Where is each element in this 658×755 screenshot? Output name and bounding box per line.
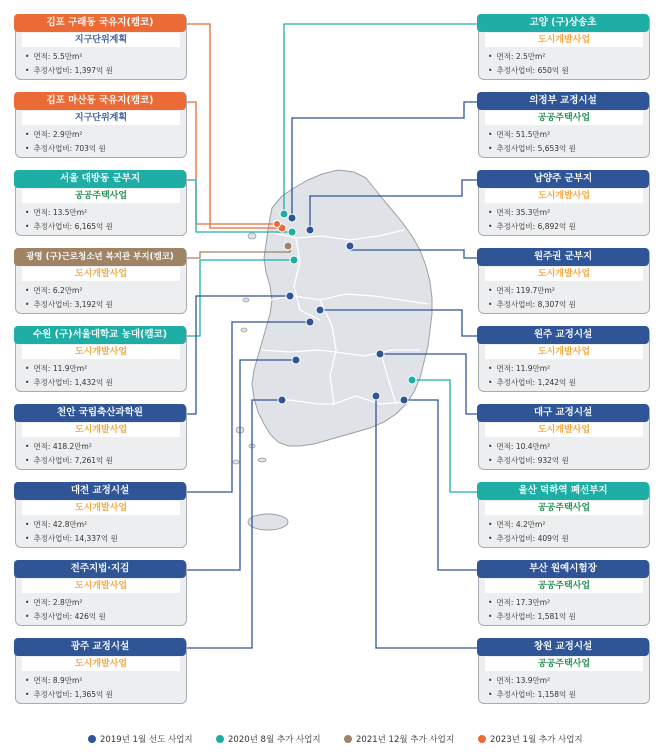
card-cost: • 추정사업비: 426억 원 <box>25 611 106 622</box>
legend-label: 2019년 1월 선도 사업지 <box>100 735 193 745</box>
card-project-type: 도시개발사업 <box>485 267 643 281</box>
card-area: • 면적: 13.9만m² <box>488 675 550 686</box>
legend-item-2023 <box>478 733 583 745</box>
dot-wonju-military <box>346 242 354 250</box>
card-area: • 면적: 11.9만m² <box>488 363 550 374</box>
card-cost: • 추정사업비: 650억 원 <box>488 65 569 76</box>
card-title: 대전 교정시설 <box>14 482 186 500</box>
card-cost: • 추정사업비: 1,365억 원 <box>25 689 113 700</box>
card-project-type: 공공주택사업 <box>485 111 643 125</box>
legend-label: 2020년 8월 추가 사업지 <box>228 735 321 745</box>
dot-changwon <box>372 392 380 400</box>
card-title: 부산 원예시험장 <box>477 560 649 578</box>
site-card-busan <box>478 560 650 626</box>
legend-dot-icon <box>478 735 486 743</box>
card-project-type: 도시개발사업 <box>22 267 180 281</box>
card-title: 고양 (구)상송초 <box>477 14 649 32</box>
card-area: • 면적: 10.4만m² <box>488 441 550 452</box>
card-project-type: 공공주택사업 <box>485 579 643 593</box>
site-card-changwon <box>478 638 650 704</box>
card-cost: • 추정사업비: 6,892억 원 <box>488 221 576 232</box>
card-project-type: 지구단위계획 <box>22 111 180 125</box>
legend-label: 2023년 1월 추가 사업지 <box>490 735 583 745</box>
legend-item-2021 <box>344 733 454 745</box>
card-project-type: 공공주택사업 <box>22 189 180 203</box>
site-card-namyangju <box>478 170 650 236</box>
dot-gwangju <box>278 396 286 404</box>
card-area: • 면적: 8.9만m² <box>25 675 82 686</box>
site-card-seoul-daebang <box>15 170 187 236</box>
dot-suwon <box>290 256 298 264</box>
card-project-type: 도시개발사업 <box>485 33 643 47</box>
connector-ulsan <box>412 380 478 492</box>
card-cost: • 추정사업비: 3,192억 원 <box>25 299 113 310</box>
card-project-type: 도시개발사업 <box>22 345 180 359</box>
card-title: 울산 덕하역 폐선부지 <box>477 482 649 500</box>
dot-gwangmyeong <box>284 242 292 250</box>
site-card-daejeon <box>15 482 187 548</box>
card-cost: • 추정사업비: 8,307억 원 <box>488 299 576 310</box>
site-card-gwangju <box>15 638 187 704</box>
card-cost: • 추정사업비: 5,653억 원 <box>488 143 576 154</box>
card-area: • 면적: 11.9만m² <box>25 363 87 374</box>
card-area: • 면적: 2.8만m² <box>25 597 82 608</box>
card-cost: • 추정사업비: 14,337억 원 <box>25 533 118 544</box>
card-area: • 면적: 2.9만m² <box>25 129 82 140</box>
card-title: 원주권 군부지 <box>477 248 649 266</box>
card-cost: • 추정사업비: 1,432억 원 <box>25 377 113 388</box>
site-card-ulsan <box>478 482 650 548</box>
card-cost: • 추정사업비: 7,261억 원 <box>25 455 113 466</box>
card-area: • 면적: 5.5만m² <box>25 51 82 62</box>
card-cost: • 추정사업비: 703억 원 <box>25 143 106 154</box>
card-title: 광주 교정시설 <box>14 638 186 656</box>
site-card-suwon <box>15 326 187 392</box>
card-area: • 면적: 42.8만m² <box>25 519 87 530</box>
legend-item-2019 <box>88 733 193 745</box>
site-card-gwangmyeong <box>15 248 187 314</box>
card-area: • 면적: 119.7만m² <box>488 285 555 296</box>
card-project-type: 도시개발사업 <box>485 423 643 437</box>
card-project-type: 도시개발사업 <box>22 657 180 671</box>
card-area: • 면적: 17.3만m² <box>488 597 550 608</box>
card-area: • 면적: 4.2만m² <box>488 519 545 530</box>
card-cost: • 추정사업비: 1,158억 원 <box>488 689 576 700</box>
korea-mainland-map <box>252 170 432 446</box>
card-project-type: 도시개발사업 <box>485 345 643 359</box>
connector-gimpo-gurae <box>187 24 282 228</box>
dot-uijeongbu <box>288 214 296 222</box>
legend-dot-icon <box>216 735 224 743</box>
site-card-uijeongbu <box>478 92 650 158</box>
site-card-gimpo-gurae <box>15 14 187 80</box>
site-card-jeonju <box>15 560 187 626</box>
card-title: 원주 교정시설 <box>477 326 649 344</box>
card-area: • 면적: 51.5만m² <box>488 129 550 140</box>
connector-busan <box>404 400 478 570</box>
dot-daegu <box>376 350 384 358</box>
card-title: 남양주 군부지 <box>477 170 649 188</box>
card-project-type: 공공주택사업 <box>485 501 643 515</box>
site-card-cheonan <box>15 404 187 470</box>
card-project-type: 도시개발사업 <box>22 501 180 515</box>
card-title: 김포 마산동 국유지(캠코) <box>14 92 186 110</box>
dot-jeonju <box>292 356 300 364</box>
dot-busan <box>400 396 408 404</box>
card-title: 전주지법·지검 <box>14 560 186 578</box>
dot-cheonan <box>286 292 294 300</box>
connector-changwon <box>376 396 478 648</box>
card-title: 광명 (구)근로청소년 복지관 부지(캠코) <box>14 248 186 266</box>
card-project-type: 공공주택사업 <box>485 657 643 671</box>
legend <box>0 733 658 749</box>
card-title: 대구 교정시설 <box>477 404 649 422</box>
card-title: 김포 구래동 국유지(캠코) <box>14 14 186 32</box>
card-area: • 면적: 13.5만m² <box>25 207 87 218</box>
card-cost: • 추정사업비: 932억 원 <box>488 455 569 466</box>
card-title: 천안 국립축산과학원 <box>14 404 186 422</box>
dot-namyangju <box>306 226 314 234</box>
site-card-goyang <box>478 14 650 80</box>
dot-ulsan <box>408 376 416 384</box>
card-cost: • 추정사업비: 6,165억 원 <box>25 221 113 232</box>
card-area: • 면적: 6.2만m² <box>25 285 82 296</box>
site-card-wonju-prison <box>478 326 650 392</box>
dot-seoul-daebang <box>288 228 296 236</box>
dot-wonju-prison <box>316 306 324 314</box>
card-area: • 면적: 418.2만m² <box>25 441 92 452</box>
dot-daejeon <box>306 318 314 326</box>
card-cost: • 추정사업비: 1,581억 원 <box>488 611 576 622</box>
card-title: 창원 교정시설 <box>477 638 649 656</box>
dot-goyang <box>280 210 288 218</box>
card-area: • 면적: 35.3만m² <box>488 207 550 218</box>
card-title: 서울 대방동 군부지 <box>14 170 186 188</box>
dot-gimpo-masan <box>274 221 281 228</box>
card-title: 수원 (구)서울대학교 농대(캠코) <box>14 326 186 344</box>
card-project-type: 도시개발사업 <box>22 579 180 593</box>
site-card-daegu <box>478 404 650 470</box>
card-cost: • 추정사업비: 409억 원 <box>488 533 569 544</box>
legend-label: 2021년 12월 추가 사업지 <box>356 735 455 745</box>
card-project-type: 도시개발사업 <box>22 423 180 437</box>
card-cost: • 추정사업비: 1,242억 원 <box>488 377 576 388</box>
connector-gimpo-masan <box>187 102 280 224</box>
legend-dot-icon <box>88 735 96 743</box>
card-cost: • 추정사업비: 1,397억 원 <box>25 65 113 76</box>
legend-item-2020 <box>216 733 321 745</box>
card-title: 의정부 교정시설 <box>477 92 649 110</box>
site-card-gimpo-masan <box>15 92 187 158</box>
card-project-type: 지구단위계획 <box>22 33 180 47</box>
legend-dot-icon <box>344 735 352 743</box>
site-card-wonju-military <box>478 248 650 314</box>
jeju-island-map <box>248 514 288 530</box>
card-project-type: 도시개발사업 <box>485 189 643 203</box>
card-area: • 면적: 2.5만m² <box>488 51 545 62</box>
